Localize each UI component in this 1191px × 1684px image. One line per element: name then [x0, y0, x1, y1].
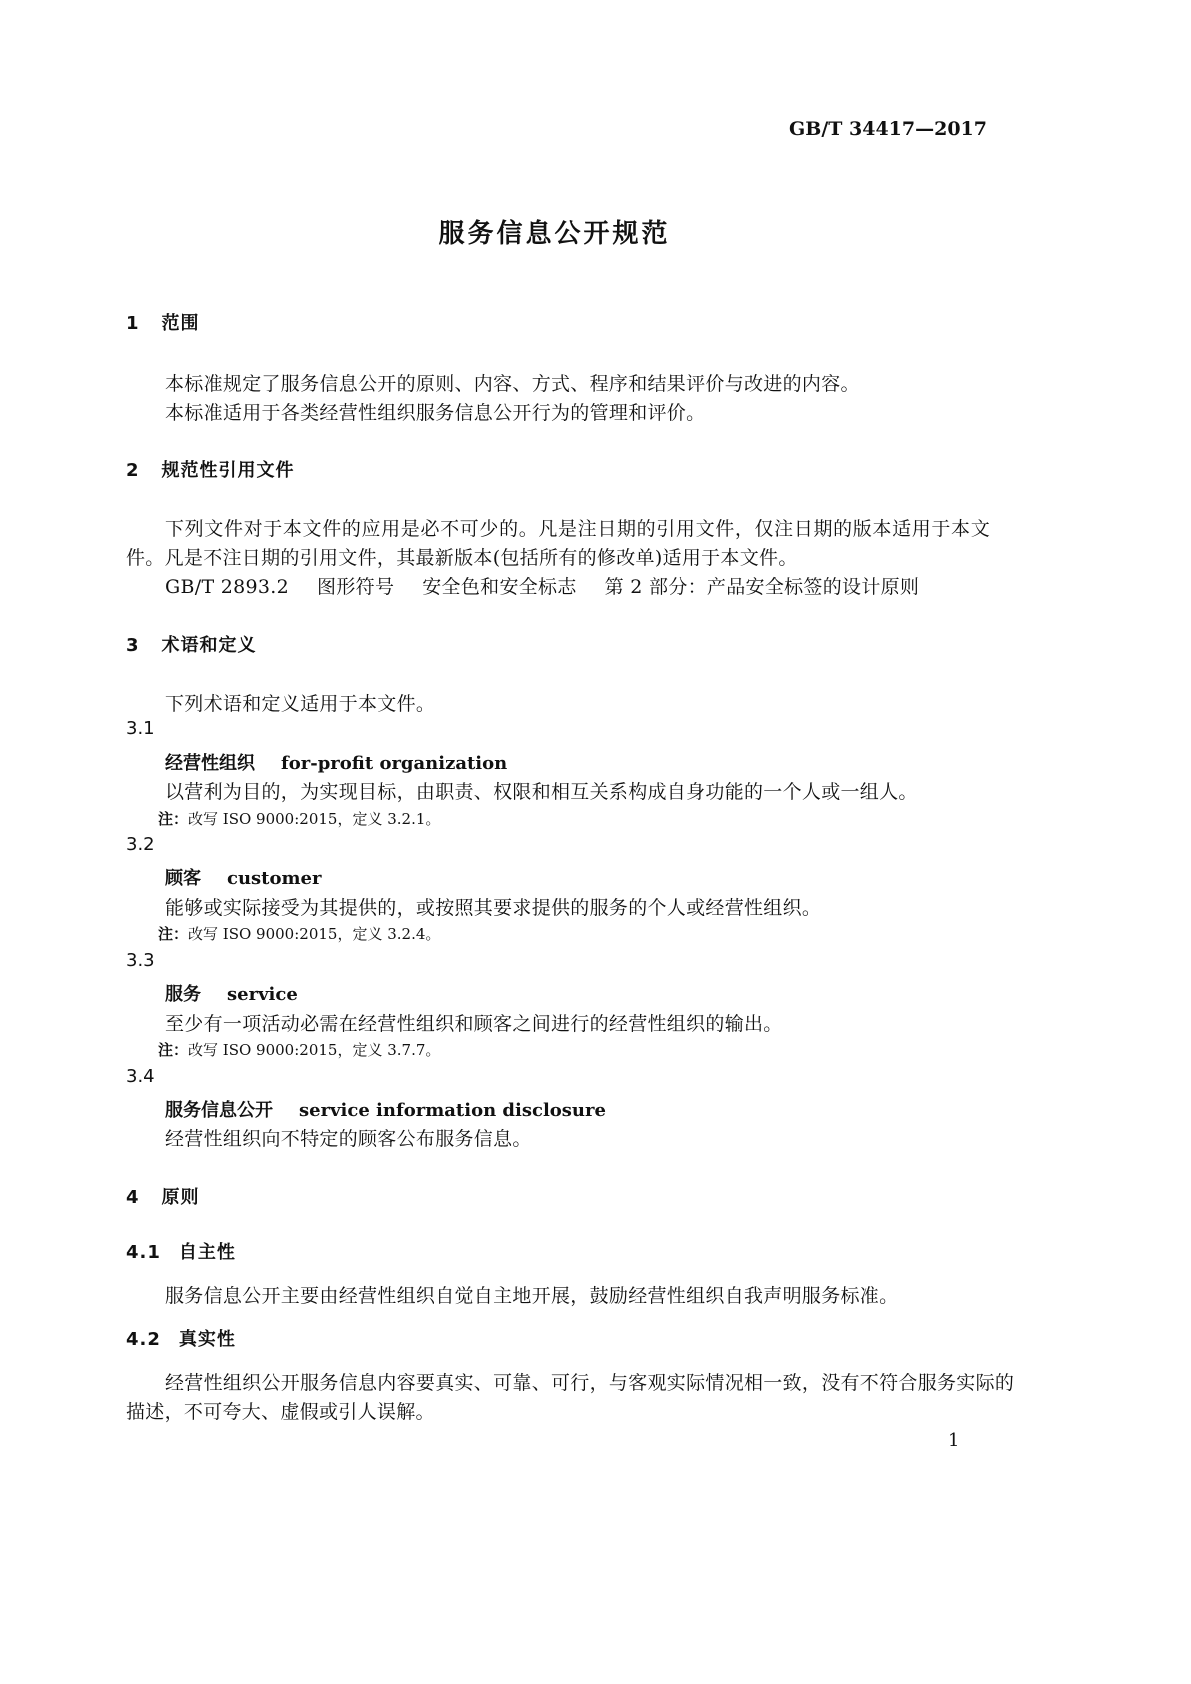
- note-text: 改写 ISO 9000:2015，定义 3.2.4。: [188, 925, 441, 943]
- note-label: 注：: [158, 1041, 189, 1059]
- paragraph: 下列术语和定义适用于本文件。: [165, 693, 436, 715]
- term-number: 3.2: [126, 834, 155, 855]
- paragraph: 经营性组织公开服务信息内容要真实、可靠、可行，与客观实际情况相一致，没有不符合服务实际的: [165, 1372, 1015, 1394]
- note-label: 注：: [158, 925, 189, 943]
- section-number: 4: [126, 1187, 140, 1208]
- note-text: 改写 ISO 9000:2015，定义 3.2.1。: [188, 810, 441, 828]
- note-label: 注：: [158, 810, 189, 828]
- section-title: 规范性引用文件: [161, 460, 295, 481]
- section-2-heading: [126, 456, 295, 482]
- reference-title-part: 第 2 部分：产品安全标签的设计原则: [604, 576, 920, 598]
- term-entry: [165, 749, 507, 775]
- paragraph: 件。凡是不注日期的引用文件，其最新版本(包括所有的修改单)适用于本文件。: [126, 547, 798, 569]
- term-english: service information disclosure: [299, 1100, 606, 1121]
- term-entry: [165, 980, 298, 1006]
- term-number: 3.3: [126, 950, 155, 971]
- normative-reference: [165, 572, 919, 599]
- subsection-number: 4.2: [126, 1329, 161, 1350]
- term-english: service: [227, 984, 298, 1005]
- document-title: 服务信息公开规范: [438, 219, 671, 249]
- subsection-title: 真实性: [178, 1329, 236, 1350]
- term-number: 3.1: [126, 718, 155, 739]
- subsection-4-2-heading: [126, 1325, 236, 1351]
- term-number: 3.4: [126, 1066, 155, 1087]
- term-definition: 经营性组织向不特定的顾客公布服务信息。: [165, 1128, 532, 1150]
- term-note: [158, 1039, 440, 1060]
- reference-code: GB/T 2893.2: [165, 576, 290, 598]
- term-definition: 能够或实际接受为其提供的，或按照其要求提供的服务的个人或经营性组织。: [165, 897, 822, 919]
- subsection-title: 自主性: [178, 1242, 236, 1263]
- section-title: 术语和定义: [161, 635, 257, 656]
- section-number: 2: [126, 460, 140, 481]
- subsection-4-1-heading: [126, 1238, 236, 1264]
- term-english: for-profit organization: [281, 753, 508, 774]
- section-3-heading: [126, 631, 257, 657]
- note-text: 改写 ISO 9000:2015，定义 3.7.7。: [188, 1041, 441, 1059]
- reference-title-part: 图形符号: [317, 576, 395, 598]
- term-definition: 至少有一项活动必需在经营性组织和顾客之间进行的经营性组织的输出。: [165, 1013, 783, 1035]
- section-title: 范围: [161, 313, 200, 334]
- section-title: 原则: [161, 1187, 200, 1208]
- term-entry: [165, 864, 321, 890]
- paragraph: 描述，不可夸大、虚假或引人误解。: [126, 1401, 435, 1423]
- term-definition: 以营利为目的，为实现目标，由职责、权限和相互关系构成自身功能的一个人或一组人。: [165, 781, 918, 803]
- term-chinese: 经营性组织: [165, 753, 255, 774]
- term-entry: [165, 1096, 606, 1122]
- term-chinese: 顾客: [165, 868, 201, 889]
- term-note: [158, 808, 440, 829]
- term-chinese: 服务: [165, 984, 201, 1005]
- section-1-heading: [126, 309, 200, 335]
- reference-title-part: 安全色和安全标志: [422, 576, 577, 598]
- term-note: [158, 923, 440, 944]
- page-number: 1: [948, 1430, 960, 1451]
- paragraph: 下列文件对于本文件的应用是必不可少的。凡是注日期的引用文件，仅注日期的版本适用于本文: [165, 518, 990, 540]
- section-4-heading: [126, 1183, 200, 1209]
- term-english: customer: [227, 868, 322, 889]
- section-number: 1: [126, 313, 140, 334]
- paragraph: 服务信息公开主要由经营性组织自觉自主地开展，鼓励经营性组织自我声明服务标准。: [165, 1285, 899, 1307]
- paragraph: 本标准规定了服务信息公开的原则、内容、方式、程序和结果评价与改进的内容。: [165, 373, 860, 395]
- subsection-number: 4.1: [126, 1242, 161, 1263]
- section-number: 3: [126, 635, 140, 656]
- term-chinese: 服务信息公开: [165, 1100, 273, 1121]
- standard-code: GB/T 34417—2017: [789, 118, 987, 140]
- paragraph: 本标准适用于各类经营性组织服务信息公开行为的管理和评价。: [165, 402, 706, 424]
